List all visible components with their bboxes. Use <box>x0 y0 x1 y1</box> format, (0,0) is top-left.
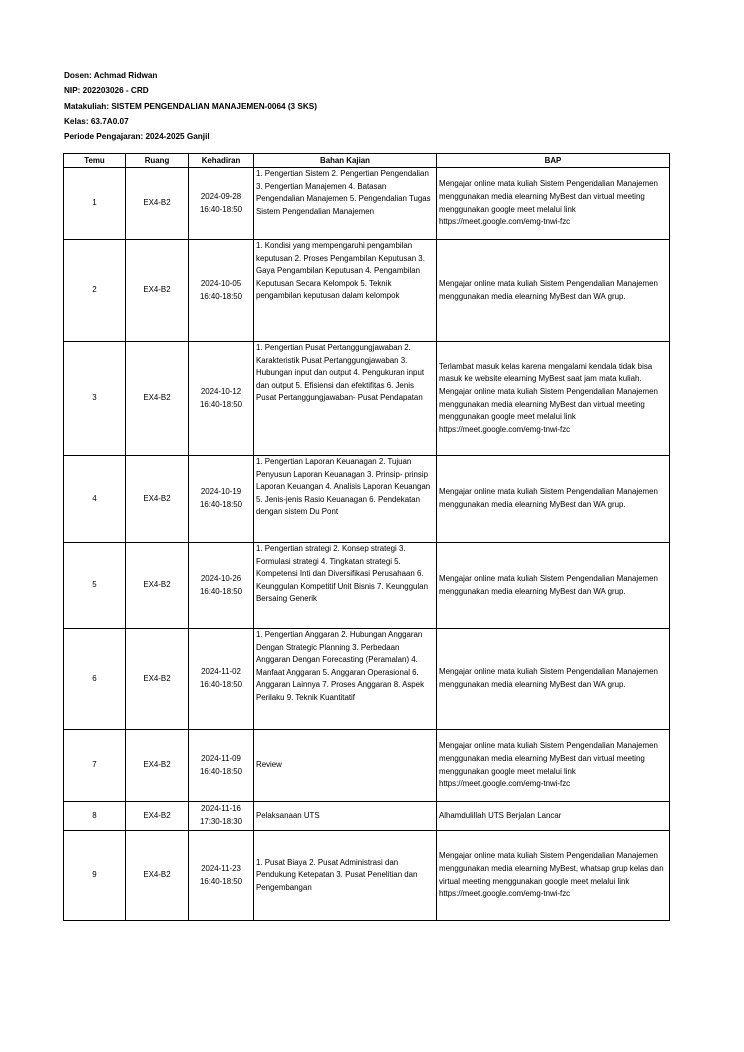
bap-report: Mengajar online mata kuliah Sistem Pengendalian Manajemen menggunakan media elearning MyBest dan WA grup. <box>437 629 670 730</box>
study-material: Pelaksanaan UTS <box>254 802 437 831</box>
attendance-time: 16:40-18:50 <box>199 680 243 689</box>
room: EX4-B2 <box>126 543 189 629</box>
column-header-bap: BAP <box>437 154 670 168</box>
table-row <box>64 240 670 342</box>
meeting-number: 4 <box>64 456 126 543</box>
room: EX4-B2 <box>126 629 189 730</box>
meeting-number: 2 <box>64 240 126 342</box>
study-material: 1. Pusat Biaya 2. Pusat Administrasi dan Pendukung Ketepatan 3. Pusat Penelitian dan Pengembangan <box>254 831 437 921</box>
room: EX4-B2 <box>126 168 189 240</box>
table-row <box>64 342 670 456</box>
room: EX4-B2 <box>126 831 189 921</box>
bap-report: Mengajar online mata kuliah Sistem Pengendalian Manajemen menggunakan media elearning MyBest dan WA grup. <box>437 456 670 543</box>
attendance-time: 16:40-18:50 <box>199 291 243 301</box>
room: EX4-B2 <box>126 342 189 456</box>
attendance <box>189 730 254 802</box>
table-row <box>64 629 670 730</box>
bap-report: Mengajar online mata kuliah Sistem Pengendalian Manajemen menggunakan media elearning MyBest dan virtual meeting menggunakan google meet melalui link https://meet.google.com/emg-tnwi-fzc <box>437 730 670 802</box>
attendance-date: 2024-11-16 <box>201 804 241 814</box>
teaching-period: Periode Pengajaran: 2024-2025 Ganjil <box>64 132 210 142</box>
column-header-kehadiran: Kehadiran <box>189 154 254 168</box>
attendance-time: 16:40-18:50 <box>199 500 243 509</box>
table-header-row <box>64 154 670 168</box>
attendance-time: 16:40-18:50 <box>199 586 243 596</box>
meeting-number: 8 <box>64 802 126 831</box>
study-material: Review <box>254 730 437 802</box>
room: EX4-B2 <box>126 456 189 543</box>
room: EX4-B2 <box>126 802 189 831</box>
attendance-date: 2024-10-05 <box>200 278 242 288</box>
attendance-date: 2024-11-02 <box>201 667 241 677</box>
study-material: 1. Pengertian Pusat Pertanggungjawaban 2. Karakteristik Pusat Pertanggungjawaban 3. Hubungan input dan output 4. Pengukuran input dan output 5. Efisiensi dan efektifitas 6. Jenis Pusat Pertanggungjawaban- Pusat Pendapatan <box>254 342 437 456</box>
column-header-bahan-kajian: Bahan Kajian <box>254 154 437 168</box>
bap-report: Mengajar online mata kuliah Sistem Pengendalian Manajemen menggunakan media elearning MyBest dan WA grup. <box>437 240 670 342</box>
bap-report: Mengajar online mata kuliah Sistem Pengendalian Manajemen menggunakan media elearning MyBest dan WA grup. <box>437 543 670 629</box>
table-row <box>64 168 670 240</box>
study-material: 1. Pengertian Anggaran 2. Hubungan Anggaran Dengan Strategic Planning 3. Perbedaan Anggaran Dengan Forecasting (Peramalan) 4. Manfaat Anggaran 5. Anggaran Operasional 6. Anggaran Lainnya 7. Proses Anggaran 8. Aspek Perilaku 9. Teknik Kuantitatif <box>254 629 437 730</box>
attendance <box>189 456 254 543</box>
attendance <box>189 342 254 456</box>
meeting-number: 5 <box>64 543 126 629</box>
attendance-date: 2024-10-19 <box>200 487 242 497</box>
attendance <box>189 629 254 730</box>
attendance-time: 16:40-18:50 <box>199 399 243 409</box>
lecturer-name: Dosen: Achmad Ridwan <box>64 71 158 80</box>
study-material: 1. Kondisi yang mempengaruhi pengambilan keputusan 2. Proses Pengambilan Keputusan 3. Gaya Pengambilan Keputusan 4. Pengambilan Keputusan Secara Kelompok 5. Teknik pengambilan keputusan dalam kelompok <box>254 240 437 342</box>
bap-report: Mengajar online mata kuliah Sistem Pengendalian Manajemen menggunakan media elearning MyBest, whatsap grup kelas dan virtual meeting menggunakan google meet melalui link https://meet.google.com/emg-tnwi-fzc <box>437 831 670 921</box>
attendance-time: 16:40-18:50 <box>199 876 243 886</box>
study-material: 1. Pengertian strategi 2. Konsep strategi 3. Formulasi strategi 4. Tingkatan strategi 5. Kompetensi Inti dan Diversifikasi Perusahaan 6. Keunggulan Kompetitif Unit Bisnis 7. Keunggulan Bersaing Generik <box>254 543 437 629</box>
study-material: 1. Pengertian Laporan Keuanagan 2. Tujuan Penyusun Laporan Keuanagan 3. Prinsip- prinsip Laporan Keuangan 4. Analisis Laporan Keuangan 5. Jenis-jenis Rasio Keuanagan 6. Pendekatan dengan sistem Du Pont <box>254 456 437 543</box>
class-code: Kelas: 63.7A0.07 <box>64 116 129 126</box>
column-header-ruang: Ruang <box>126 154 189 168</box>
table-row <box>64 802 670 831</box>
attendance-date: 2024-11-09 <box>201 753 241 763</box>
attendance-date: 2024-11-23 <box>201 863 241 873</box>
lecturer-nip: NIP: 202203026 - CRD <box>64 86 149 96</box>
attendance-date: 2024-10-12 <box>200 386 242 396</box>
attendance <box>189 543 254 629</box>
meeting-number: 3 <box>64 342 126 456</box>
attendance-time: 16:40-18:50 <box>199 766 243 776</box>
attendance <box>189 240 254 342</box>
meeting-number: 1 <box>64 168 126 240</box>
attendance-table <box>63 153 670 921</box>
table-row <box>64 730 670 802</box>
table-row <box>64 831 670 921</box>
column-header-temu: Temu <box>64 154 126 168</box>
bap-report: Alhamdulillah UTS Berjalan Lancar <box>437 802 670 831</box>
table-row <box>64 543 670 629</box>
attendance-time: 16:40-18:50 <box>199 204 243 214</box>
room: EX4-B2 <box>126 240 189 342</box>
meeting-number: 9 <box>64 831 126 921</box>
meeting-number: 6 <box>64 629 126 730</box>
attendance-date: 2024-10-26 <box>200 573 242 583</box>
attendance-time: 17:30-18:30 <box>199 817 243 826</box>
bap-report: Terlambat masuk kelas karena mengalami kendala tidak bisa masuk ke website elearning MyBest saat jam mata kuliah. Mengajar online mata kuliah Sistem Pengendalian Manajemen menggunakan media elearning MyBest dan virtual meeting menggunakan google meet melalui link https://meet.google.com/emg-tnwi-fzc <box>437 342 670 456</box>
study-material: 1. Pengertian Sistem 2. Pengertian Pengendalian 3. Pengertian Manajemen 4. Batasan Pengendalian Manajemen 5. Pengendalian Tugas Sistem Pengendalian Manajemen <box>254 168 437 240</box>
attendance <box>189 802 254 831</box>
attendance <box>189 831 254 921</box>
bap-report: Mengajar online mata kuliah Sistem Pengendalian Manajemen menggunakan media elearning MyBest dan virtual meeting menggunakan google meet melalui link https://meet.google.com/emg-tnwi-fzc <box>437 168 670 240</box>
document-header <box>64 68 317 144</box>
room: EX4-B2 <box>126 730 189 802</box>
meeting-number: 7 <box>64 730 126 802</box>
attendance-date: 2024-09-28 <box>200 191 242 201</box>
table-row <box>64 456 670 543</box>
course-name: Matakuliah: SISTEM PENGENDALIAN MANAJEMEN-0064 (3 SKS) <box>64 101 317 111</box>
attendance <box>189 168 254 240</box>
